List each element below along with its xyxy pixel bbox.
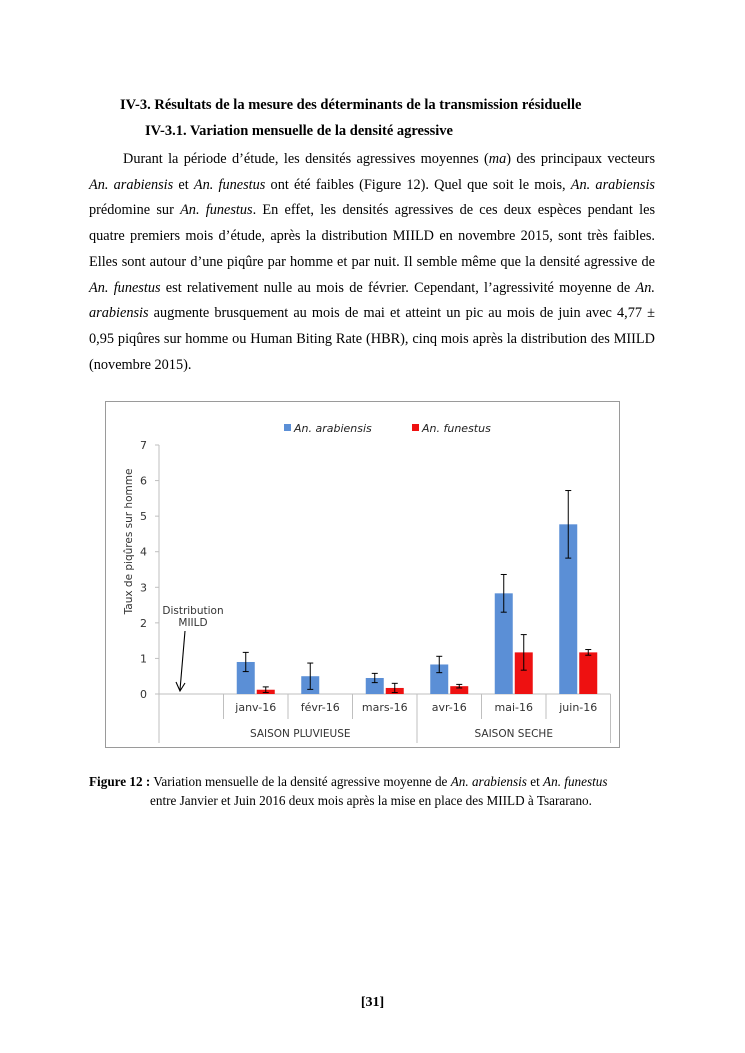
x-category-label: avr-16 (431, 701, 467, 714)
y-tick-label: 3 (140, 581, 147, 595)
x-group-label: SAISON SECHE (474, 728, 553, 740)
bar-funestus (579, 652, 597, 694)
legend-label: An. arabiensis (294, 422, 372, 435)
annotation-text: MIILD (178, 617, 208, 629)
section-heading: IV-3. Résultats de la mesure des déterminants de la transmission résiduelle (120, 97, 582, 113)
annotation-text: Distribution (162, 605, 224, 617)
y-tick-label: 2 (140, 616, 147, 630)
figure-12-chart (105, 401, 620, 748)
x-category-label: mars-16 (361, 701, 408, 714)
y-tick-label: 5 (140, 510, 147, 524)
y-tick-label: 0 (140, 688, 147, 701)
y-axis-title: Taux de piqûres sur homme (123, 468, 135, 615)
y-tick-label: 4 (140, 545, 147, 559)
x-category-label: mai-16 (494, 701, 533, 714)
x-category-label: févr-16 (300, 701, 340, 714)
bar-chart-svg (106, 402, 621, 749)
page-number: [31] (360, 995, 385, 1010)
legend-swatch (412, 424, 419, 431)
y-tick-label: 1 (140, 652, 147, 666)
x-category-label: janv-16 (235, 701, 277, 714)
y-tick-label: 7 (140, 439, 147, 452)
x-category-label: juin-16 (559, 701, 598, 714)
subsection-heading: IV-3.1. Variation mensuelle de la densité agressive (145, 123, 453, 139)
legend-label: An. funestus (422, 422, 491, 435)
y-tick-label: 6 (140, 474, 147, 488)
legend-swatch (284, 424, 291, 431)
figure-caption: Figure 12 : Variation mensuelle de la densité agressive moyenne de An. arabiensis et An. funestus entre Janvier et Juin 2016 deux mois après la mise en place des MIILD à Tsararano. (89, 774, 608, 808)
annotation-arrow (180, 631, 185, 690)
x-group-label: SAISON PLUVIEUSE (249, 728, 351, 740)
body-paragraph: Durant la période d’étude, les densités agressives moyennes (ma) des principaux vecteurs An. arabiensis et An. funestus ont été faibles (Figure 12). Quel que soit le mois, An. arabiensis prédomine sur An. funestus. En effet, les densités agressives de ces deux espèces pendant les quatre premiers mois d’étude, après la distribution MIILD en novembre 2015, sont très faibles. Elles sont autour d’une piqûre par homme et par nuit. Il semble même que la densité agressive de An. funestus est relativement nulle au mois de février. Cependant, l’agressivité moyenne de An. arabiensis augmente brusquement au mois de mai et atteint un pic au mois de juin avec 4,77 ± 0,95 piqûres sur homme ou Human Biting Rate (HBR), cinq mois après la distribution des MIILD (novembre 2015). (89, 151, 656, 373)
